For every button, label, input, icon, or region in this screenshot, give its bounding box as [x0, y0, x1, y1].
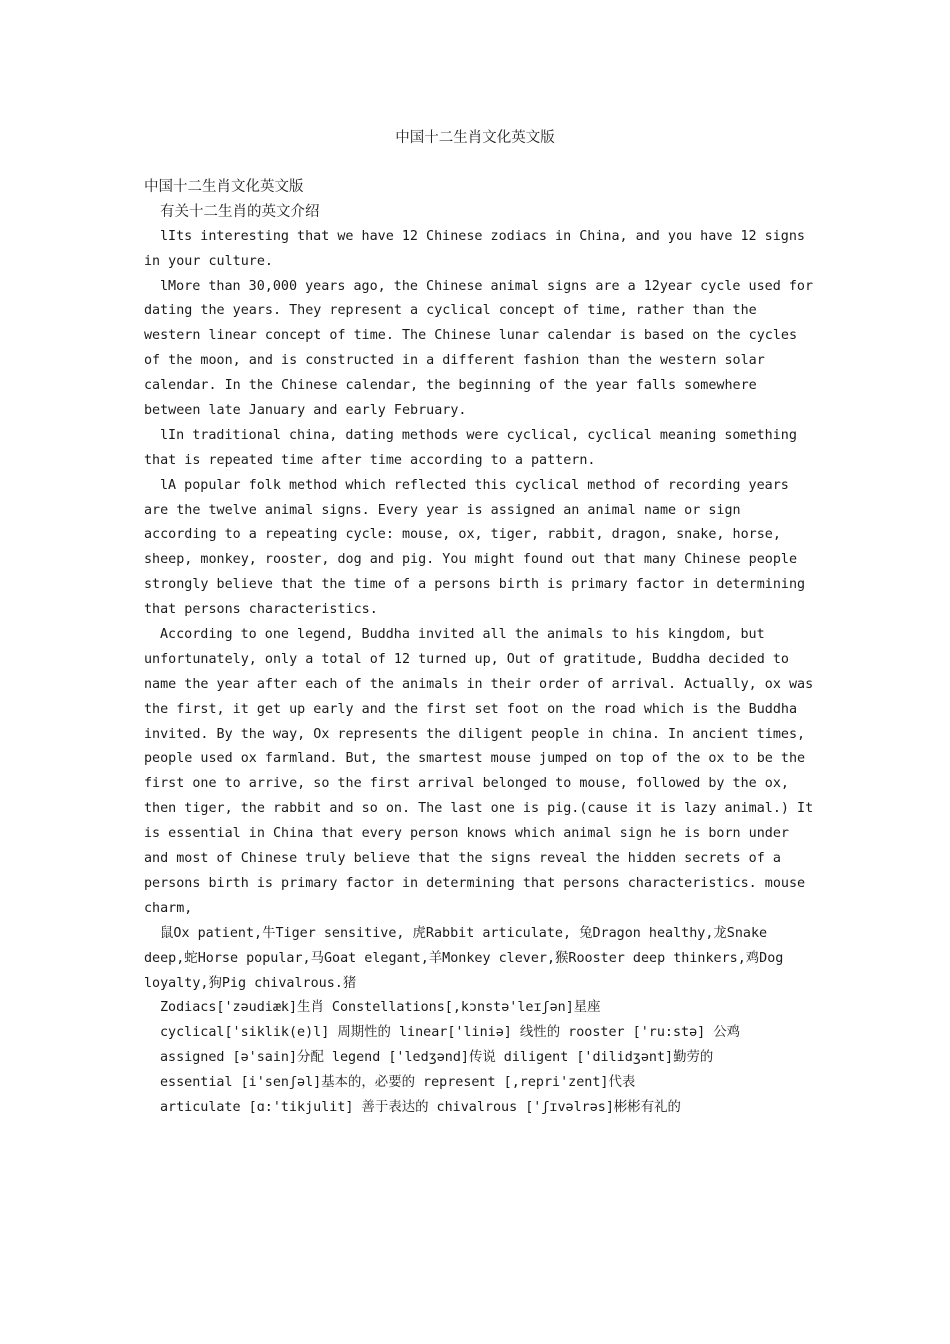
text-line: According to one legend, Buddha invited all the animals to his kingdom, but	[160, 627, 765, 643]
text-line: according to a repeating cycle: mouse, ox, tiger, rabbit, dragon, snake, horse,	[144, 527, 781, 543]
text-line: are the twelve animal signs. Every year is assigned an animal name or sign	[144, 502, 741, 518]
text-line: lMore than 30,000 years ago, the Chinese animal signs are a 12year cycle used for	[160, 278, 814, 294]
text-line: is essential in China that every person knows which animal sign he is born under	[144, 826, 789, 842]
text-line: 鼠Ox patient,牛Tiger sensitive, 虎Rabbit articulate, 兔Dragon healthy,龙Snake	[160, 925, 768, 941]
text-line: first one to arrive, so the first arrival belonged to mouse, followed by the ox,	[144, 776, 789, 792]
text-line: of the moon, and is constructed in a different fashion than the western solar	[144, 353, 765, 369]
text-line: essential [i'senʃəl]基本的，必要的 represent [,repri'zent]代表	[160, 1075, 636, 1091]
text-line: invited. By the way, Ox represents the diligent people in china. In ancient times,	[144, 726, 806, 742]
text-line: charm,	[144, 900, 193, 916]
text-line: that persons characteristics.	[144, 602, 378, 618]
text-line: unfortunately, only a total of 12 turned up, Out of gratitude, Buddha decided to	[144, 651, 789, 667]
text-line: the first, it get up early and the first set foot on the road which is the Buddha	[144, 701, 798, 717]
text-line: calendar. In the Chinese calendar, the beginning of the year falls somewhere	[144, 378, 757, 394]
text-line: articulate [ɑ:'tikjulit] 善于表达的 chivalrous ['ʃɪvəlrəs]彬彬有礼的	[160, 1099, 681, 1115]
text-line: then tiger, the rabbit and so on. The last one is pig.(cause it is lazy animal.) It	[144, 801, 814, 817]
text-line: lIn traditional china, dating methods were cyclical, cyclical meaning something	[160, 427, 797, 443]
text-line: loyalty,狗Pig chivalrous.猪	[144, 975, 357, 991]
text-line: name the year after each of the animals in their order of arrival. Actually, ox was	[144, 676, 814, 692]
text-line: that is repeated time after time according to a pattern.	[144, 452, 596, 468]
text-line: in your culture.	[144, 253, 273, 269]
text-line: western linear concept of time. The Chinese lunar calendar is based on the cycles	[144, 328, 798, 344]
text-line: between late January and early February.	[144, 403, 467, 419]
text-line: lIts interesting that we have 12 Chinese zodiacs in China, and you have 12 signs	[160, 228, 805, 244]
page-title: 中国十二生肖文化英文版	[395, 130, 555, 146]
text-line: people used ox farmland. But, the smartest mouse jumped on top of the ox to be the	[144, 751, 806, 767]
text-line: deep,蛇Horse popular,马Goat elegant,羊Monkey clever,猴Rooster deep thinkers,鸡Dog	[144, 950, 784, 966]
text-line: cyclical['siklik(e)l] 周期性的 linear['liniə] 线性的 rooster ['ru:stə] 公鸡	[160, 1025, 741, 1041]
text-line: dating the years. They represent a cyclical concept of time, rather than the	[144, 303, 757, 319]
text-line: and most of Chinese truly believe that the signs reveal the hidden secrets of a	[144, 851, 781, 867]
text-line: Zodiacs['zəudiæk]生肖 Constellations[,kɔnstə'leɪʃən]星座	[160, 1000, 601, 1016]
text-line: strongly believe that the time of a persons birth is primary factor in determining	[144, 577, 806, 593]
document-body	[144, 175, 812, 1121]
text-line: 有关十二生肖的英文介绍	[160, 203, 320, 220]
text-line: lA popular folk method which reflected this cyclical method of recording years	[160, 477, 789, 493]
text-line: 中国十二生肖文化英文版	[144, 179, 304, 195]
text-line: sheep, monkey, rooster, dog and pig. You might found out that many Chinese people	[144, 552, 798, 568]
text-line: assigned [ə'sain]分配 legend ['ledʒənd]传说 diligent ['dilidʒənt]勤劳的	[160, 1050, 714, 1066]
text-line: persons birth is primary factor in determining that persons characteristics. mouse	[144, 875, 806, 891]
